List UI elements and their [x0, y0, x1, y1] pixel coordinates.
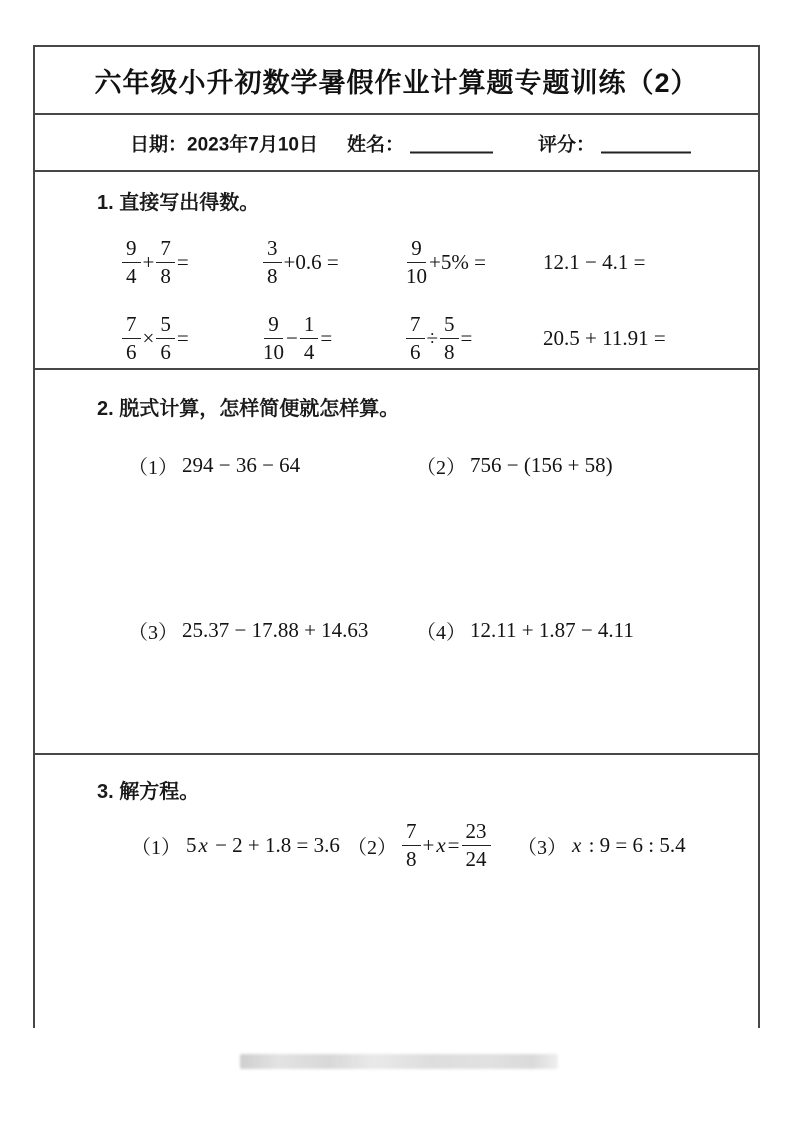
- problem-label: （2）: [347, 836, 397, 859]
- problem-label: （4）: [416, 622, 466, 644]
- problem-expression: $\frac{7}{6}$ ÷ $\frac{5}{8}$ =: [405, 307, 542, 369]
- problem-expression: x : 9 = 6 : 5.4: [572, 832, 686, 857]
- problem-item: [416, 616, 758, 645]
- section-step-calculation: [35, 370, 758, 755]
- problem-item: [347, 820, 517, 870]
- section-3-problems: [131, 820, 758, 870]
- problem-expression: 20.5 + 11.91 =: [543, 325, 666, 350]
- section-1-heading: 1. 直接写出得数。: [97, 192, 260, 214]
- problem-expression: 294 − 36 − 64: [182, 453, 301, 477]
- title-row: [35, 47, 758, 115]
- problem-item: [128, 451, 416, 480]
- problem-expression: $\frac{9}{10}$ +5% =: [406, 235, 486, 288]
- section-1-problems: [121, 231, 758, 369]
- meta-row: [35, 115, 758, 172]
- score-blank-input[interactable]: [601, 131, 691, 153]
- score-label: 评分：: [538, 134, 596, 155]
- section-solve-equations: [35, 755, 758, 1028]
- problem-expression: 12.1 − 4.1 =: [543, 249, 646, 274]
- problem-expression: 12.11 + 1.87 − 4.11: [470, 618, 634, 642]
- section-3-heading: 3. 解方程。: [97, 781, 200, 803]
- problem-label: （1）: [128, 457, 178, 479]
- section-2-problems: [128, 451, 758, 645]
- problem-expression: 5 x − 2 + 1.8 = 3.6: [186, 832, 340, 857]
- score-field: [538, 129, 691, 156]
- date-field: 日期：2023年7月10日: [130, 134, 318, 155]
- section-2-heading: 2. 脱式计算，怎样简便就怎样算。: [97, 398, 400, 420]
- page-title: 六年级小升初数学暑假作业计算题专题训练（2）: [94, 67, 699, 98]
- problem-label: （1）: [131, 836, 181, 859]
- name-blank-input[interactable]: [410, 131, 493, 153]
- watermark-blur: [240, 1054, 558, 1069]
- problem-label: （2）: [416, 457, 466, 479]
- section-mental-math: [35, 172, 758, 370]
- name-label: 姓名：: [347, 134, 405, 155]
- problem-expression: $\frac{9}{10}$ − $\frac{1}{4}$ =: [263, 311, 333, 364]
- problem-item: [517, 831, 687, 860]
- problem-expression: $\frac{9}{4}$ + $\frac{7}{8}$ =: [121, 231, 262, 293]
- problem-expression: $\frac{3}{8}$ +0.6 =: [262, 231, 405, 293]
- problem-label: （3）: [128, 622, 178, 644]
- name-field: [347, 129, 493, 156]
- problem-expression: 756 − (156 + 58): [470, 453, 613, 477]
- problem-item: [416, 451, 758, 480]
- problem-item: [128, 616, 416, 645]
- problem-expression: 25.37 − 17.88 + 14.63: [182, 618, 369, 642]
- problem-label: （3）: [517, 836, 567, 859]
- problem-expression: $\frac{7}{6}$ × $\frac{5}{6}$ =: [121, 307, 262, 369]
- problem-expression: $\frac{7}{8}$ + x = $\frac{23}{24}$: [401, 820, 492, 870]
- worksheet-table: [33, 45, 760, 1028]
- problem-item: [131, 831, 347, 860]
